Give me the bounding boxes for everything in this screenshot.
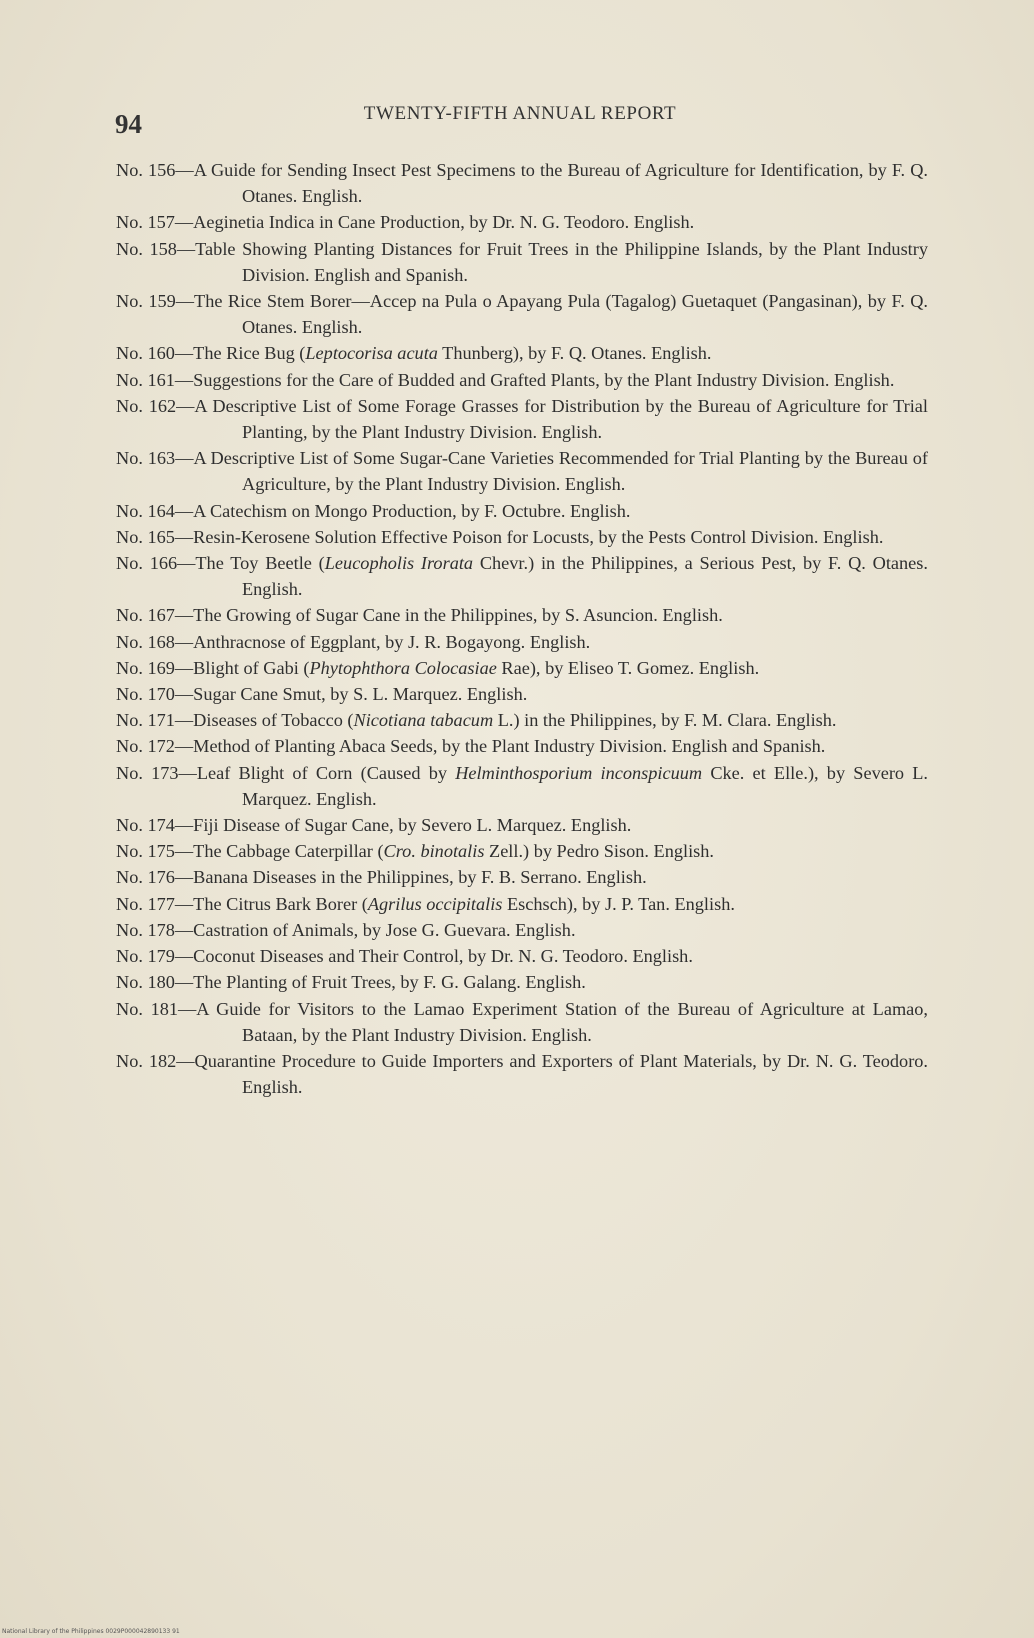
species-name: Helminthosporium inconspicuum: [455, 762, 703, 783]
list-item: [116, 629, 928, 655]
entry-text: No. 158—Table Showing Planting Distances for Fruit Trees in the Philippine Islands, by the Plant Industry Division. English and Spanish.: [116, 238, 928, 285]
list-item: [116, 209, 928, 235]
entry-text: No. 174—Fiji Disease of Sugar Cane, by Severo L. Marquez. English.: [116, 815, 632, 836]
species-name: Nicotiana tabacum: [353, 710, 494, 731]
entry-text: No. 160—The Rice Bug (: [116, 343, 306, 364]
list-item: [116, 943, 928, 969]
entry-text: Cke. et Elle.), by Severo L. Marquez. English.: [242, 762, 929, 809]
entry-text: No. 169—Blight of Gabi (: [116, 657, 310, 678]
entry-text: No. 171—Diseases of Tobacco (: [116, 710, 354, 731]
list-item: [116, 288, 928, 340]
publication-list: [116, 157, 928, 1100]
entry-text: No. 163—A Descriptive List of Some Sugar-Cane Varieties Recommended for Trial Planting by the Bureau of Agriculture, by the Plant Industry Division. English.: [116, 448, 928, 495]
list-item: [116, 681, 928, 707]
entry-text: No. 181—A Guide for Visitors to the Lamao Experiment Station of the Bureau of Agriculture at Lamao, Bataan, by the Plant Industry Division. English.: [116, 998, 928, 1045]
list-item: [116, 367, 928, 393]
running-head: TWENTY-FIFTH ANNUAL REPORT: [363, 103, 677, 124]
entry-text: No. 173—Leaf Blight of Corn (Caused by: [116, 762, 456, 783]
list-item: [116, 524, 928, 550]
entry-text: No. 178—Castration of Animals, by Jose G. Guevara. English.: [116, 919, 576, 940]
entry-text: No. 175—The Cabbage Caterpillar (: [116, 841, 384, 862]
list-item: [116, 838, 928, 864]
list-item: [116, 655, 928, 681]
entry-text: No. 177—The Citrus Bark Borer (: [116, 893, 368, 914]
entry-text: No. 157—Aeginetia Indica in Cane Production, by Dr. N. G. Teodoro. English.: [116, 212, 695, 233]
entry-text: No. 165—Resin-Kerosene Solution Effective Poison for Locusts, by the Pests Control Division. English.: [116, 526, 884, 547]
list-item: [116, 498, 928, 524]
list-item: [116, 550, 928, 602]
entry-text: No. 162—A Descriptive List of Some Forage Grasses for Distribution by the Bureau of Agriculture for Trial Planting, by the Plant Industry Division. English.: [116, 395, 928, 443]
list-item: [116, 969, 928, 995]
entry-text: No. 161—Suggestions for the Care of Budded and Grafted Plants, by the Plant Industry Division. English.: [116, 369, 895, 390]
entry-text: No. 179—Coconut Diseases and Their Control, by Dr. N. G. Teodoro. English.: [116, 946, 693, 967]
list-item: [116, 733, 928, 759]
entry-text: Rae), by Eliseo T. Gomez. English.: [496, 657, 760, 678]
species-name: Leucopholis Irorata: [324, 553, 474, 574]
entry-text: No. 164—A Catechism on Mongo Production, by F. Octubre. English.: [116, 500, 631, 521]
species-name: Leptocorisa acuta: [305, 343, 438, 364]
list-item: [116, 917, 928, 943]
scan-credit: National Library of the Philippines 0029P000042890133 91: [2, 1628, 180, 1635]
entry-text: No. 170—Sugar Cane Smut, by S. L. Marquez. English.: [116, 684, 528, 705]
list-item: [116, 996, 928, 1048]
page-number: 94: [115, 109, 142, 139]
species-name: Phytophthora Colocasiae: [309, 657, 497, 678]
entry-text: No. 180—The Planting of Fruit Trees, by F. G. Galang. English.: [116, 972, 586, 993]
entry-text: No. 168—Anthracnose of Eggplant, by J. R. Bogayong. English.: [116, 631, 591, 652]
entry-text: L.) in the Philippines, by F. M. Clara. English.: [493, 710, 837, 731]
entry-text: Thunberg), by F. Q. Otanes. English.: [437, 343, 712, 364]
entry-text: No. 156—A Guide for Sending Insect Pest Specimens to the Bureau of Agriculture for Identification, by F. Q. Otanes. English.: [116, 160, 928, 207]
entry-text: Zell.) by Pedro Sison. English.: [484, 841, 714, 862]
entry-text: Chevr.) in the Philippines, a Serious Pest, by F. Q. Otanes. English.: [242, 553, 928, 600]
list-item: [116, 445, 928, 497]
list-item: [116, 864, 928, 890]
list-item: [116, 393, 928, 445]
list-item: [116, 891, 928, 917]
list-item: [116, 812, 928, 838]
list-item: [116, 340, 928, 366]
entry-text: Eschsch), by J. P. Tan. English.: [502, 893, 735, 914]
entry-text: No. 159—The Rice Stem Borer—Accep na Pula o Apayang Pula (Tagalog) Guetaquet (Pangasinan), by F. Q. Otanes. English.: [116, 291, 928, 338]
entry-text: No. 176—Banana Diseases in the Philippines, by F. B. Serrano. English.: [116, 867, 647, 888]
list-item: [116, 236, 928, 288]
species-name: Cro. binotalis: [383, 841, 485, 862]
list-item: [116, 602, 928, 628]
species-name: Agrilus occipitalis: [367, 893, 503, 914]
list-item: [116, 760, 928, 812]
entry-text: No. 182—Quarantine Procedure to Guide Importers and Exporters of Plant Materials, by Dr. N. G. Teodoro. English.: [116, 1050, 928, 1098]
page-header: [115, 103, 925, 143]
entry-text: No. 167—The Growing of Sugar Cane in the Philippines, by S. Asuncion. English.: [116, 605, 723, 626]
list-item: [116, 1048, 928, 1100]
entry-text: No. 166—The Toy Beetle (: [116, 553, 325, 574]
list-item: [116, 707, 928, 733]
entry-text: No. 172—Method of Planting Abaca Seeds, by the Plant Industry Division. English and Spanish.: [116, 736, 826, 757]
list-item: [116, 157, 928, 209]
